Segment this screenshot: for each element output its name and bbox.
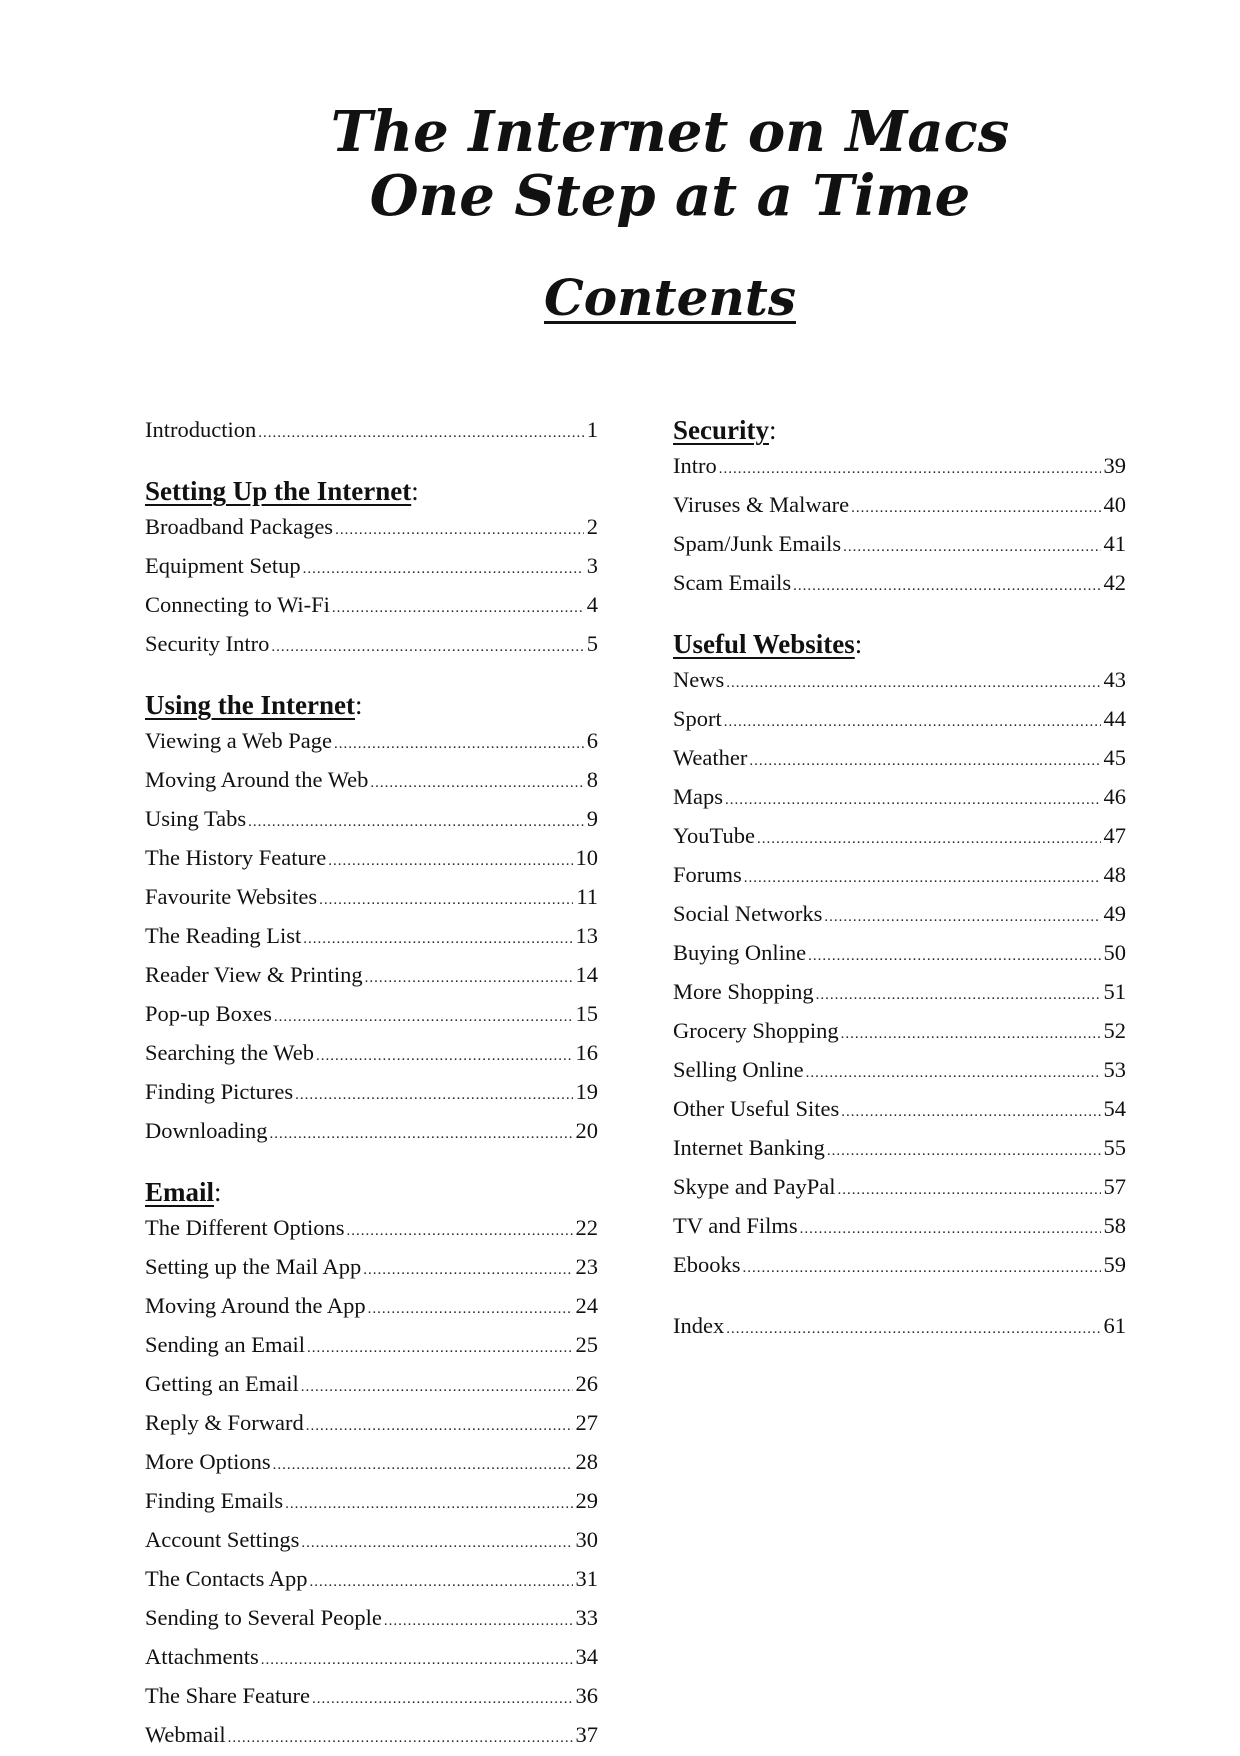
- dot-leader: [334, 726, 584, 762]
- toc-entry-page: 8: [586, 767, 598, 792]
- dot-leader: [270, 1116, 573, 1152]
- toc-entry-title: Sport: [673, 706, 722, 731]
- dot-leader: [800, 1211, 1101, 1247]
- contents-heading: Contents: [543, 268, 796, 327]
- toc-entry: [673, 1208, 1126, 1247]
- toc-entry-page: 20: [575, 1118, 598, 1143]
- toc-entry-title: Finding Emails: [145, 1488, 284, 1513]
- toc-entry-title: More Options: [145, 1449, 271, 1474]
- dot-leader: [274, 999, 573, 1035]
- dot-leader: [384, 1603, 573, 1639]
- toc-entry-title: Attachments: [145, 1644, 259, 1669]
- toc-entry-title: Scam Emails: [673, 570, 792, 595]
- toc-entry: [145, 1074, 598, 1113]
- toc-entry-title: Intro: [673, 453, 717, 478]
- toc-entry-title: Moving Around the Web: [145, 767, 369, 792]
- toc-entry-title: Connecting to Wi-Fi: [145, 592, 330, 617]
- toc-entry-page: 30: [575, 1527, 598, 1552]
- toc-entry-page: 50: [1103, 940, 1126, 965]
- dot-leader: [726, 1311, 1100, 1347]
- toc-entry-title: Favourite Websites: [145, 884, 318, 909]
- toc-entry: [673, 1091, 1126, 1130]
- dot-leader: [724, 704, 1101, 740]
- toc-entry: [673, 1013, 1126, 1052]
- dot-leader: [307, 1330, 573, 1366]
- toc-entry: [673, 701, 1126, 740]
- toc-entry-title: Introduction: [145, 417, 257, 442]
- toc-entry: [673, 526, 1126, 565]
- dot-leader: [806, 1055, 1101, 1091]
- toc-entry-title: Searching the Web: [145, 1040, 314, 1065]
- toc-entry: [145, 1210, 598, 1249]
- dot-leader: [808, 938, 1100, 974]
- toc-entry-page: 24: [575, 1293, 598, 1318]
- toc-entry: [145, 918, 598, 957]
- dot-leader: [368, 1291, 573, 1327]
- toc-entry: [673, 448, 1126, 487]
- contents-heading-wrap: [0, 268, 1240, 327]
- toc-entry-page: 29: [575, 1488, 598, 1513]
- toc-entry: [145, 1366, 598, 1405]
- toc-entry-title: Other Useful Sites: [673, 1096, 840, 1121]
- toc-right-column: [673, 412, 1126, 1347]
- toc-entry-page: 28: [575, 1449, 598, 1474]
- toc-entry: [145, 996, 598, 1035]
- toc-entry: [145, 1249, 598, 1288]
- toc-entry: [673, 662, 1126, 701]
- toc-entry: [673, 974, 1126, 1013]
- toc-entry-title: Broadband Packages: [145, 514, 334, 539]
- toc-entry-page: 2: [586, 514, 598, 539]
- dot-leader: [843, 529, 1100, 565]
- toc-entry: [673, 857, 1126, 896]
- dot-leader: [306, 1408, 573, 1444]
- book-title: [0, 100, 1240, 228]
- toc-left-column: [145, 412, 598, 1756]
- dot-leader: [743, 1250, 1101, 1286]
- toc-entry-page: 49: [1103, 901, 1126, 926]
- dot-leader: [228, 1720, 573, 1756]
- section-heading-label: Setting Up the Internet: [145, 476, 412, 506]
- dot-leader: [261, 1642, 573, 1678]
- toc-entry: [145, 1483, 598, 1522]
- dot-leader: [347, 1213, 573, 1249]
- dot-leader: [744, 860, 1101, 896]
- toc-entry-title: Spam/Junk Emails: [673, 531, 842, 556]
- section-heading-label: Useful Websites: [673, 629, 855, 659]
- toc-entry-page: 61: [1103, 1313, 1126, 1338]
- toc-entry-title: Maps: [673, 784, 723, 809]
- dot-leader: [295, 1077, 572, 1113]
- toc-entry-title: The Reading List: [145, 923, 302, 948]
- dot-leader: [303, 551, 584, 587]
- toc-entry: [673, 818, 1126, 857]
- toc-entry-page: 52: [1103, 1018, 1126, 1043]
- toc-entry-page: 22: [575, 1215, 598, 1240]
- toc-entry-title: Weather: [673, 745, 748, 770]
- toc-entry-title: Reply & Forward: [145, 1410, 304, 1435]
- toc-entry-page: 26: [575, 1371, 598, 1396]
- toc-entry: [673, 935, 1126, 974]
- toc-entry-title: Internet Banking: [673, 1135, 825, 1160]
- toc-entry-page: 19: [575, 1079, 598, 1104]
- toc-entry-title: Sending an Email: [145, 1332, 305, 1357]
- toc-entry: [145, 1113, 598, 1152]
- dot-leader: [793, 568, 1100, 604]
- section-heading-label: Email: [145, 1177, 215, 1207]
- dot-leader: [726, 665, 1100, 701]
- toc-entry-page: 5: [586, 631, 598, 656]
- toc-entry: [145, 412, 598, 451]
- toc-entry: [145, 626, 598, 665]
- toc-entry-title: Reader View & Printing: [145, 962, 363, 987]
- section-heading-label: Using the Internet: [145, 690, 355, 720]
- toc-entry-page: 53: [1103, 1057, 1126, 1082]
- dot-leader: [841, 1016, 1101, 1052]
- dot-leader: [816, 977, 1101, 1013]
- toc-entry-page: 15: [575, 1001, 598, 1026]
- toc-entry: [145, 801, 598, 840]
- toc-entry: [673, 565, 1126, 604]
- toc-entry-title: Getting an Email: [145, 1371, 299, 1396]
- toc-entry: [145, 1288, 598, 1327]
- toc-entry-page: 59: [1103, 1252, 1126, 1277]
- toc-entry-title: The Share Feature: [145, 1683, 310, 1708]
- toc-entry: [145, 548, 598, 587]
- toc-entry: [145, 1600, 598, 1639]
- toc-entry-page: 9: [586, 806, 598, 831]
- toc-entry: [673, 1052, 1126, 1091]
- section-heading: Security:: [673, 415, 777, 445]
- dot-leader: [301, 1369, 573, 1405]
- section-heading: Email:: [145, 1177, 222, 1207]
- dot-leader: [824, 899, 1100, 935]
- toc-entry-page: 36: [575, 1683, 598, 1708]
- toc-entry-page: 23: [575, 1254, 598, 1279]
- toc-entry-page: 6: [586, 728, 598, 753]
- dot-leader: [248, 804, 584, 840]
- dot-leader: [285, 1486, 572, 1522]
- toc-entry-title: Downloading: [145, 1118, 268, 1143]
- toc-entry-title: News: [673, 667, 725, 692]
- section-heading: Useful Websites:: [673, 629, 863, 659]
- toc-entry-page: 57: [1103, 1174, 1126, 1199]
- toc-entry-title: YouTube: [673, 823, 755, 848]
- dot-leader: [363, 1252, 572, 1288]
- toc-entry: [145, 1561, 598, 1600]
- toc-entry-title: The Contacts App: [145, 1566, 308, 1591]
- toc-entry-title: More Shopping: [673, 979, 814, 1004]
- toc-entry: [673, 896, 1126, 935]
- dot-leader: [719, 451, 1101, 487]
- toc-entry-page: 46: [1103, 784, 1126, 809]
- dot-leader: [827, 1133, 1101, 1169]
- toc-entry: [145, 1639, 598, 1678]
- toc-entry-page: 1: [586, 417, 598, 442]
- toc-entry-page: 54: [1103, 1096, 1126, 1121]
- toc-entry-title: TV and Films: [673, 1213, 798, 1238]
- toc-entry-title: Setting up the Mail App: [145, 1254, 362, 1279]
- dot-leader: [757, 821, 1101, 857]
- toc-entry: [145, 1327, 598, 1366]
- toc-entry-title: Viruses & Malware: [673, 492, 850, 517]
- toc-entry-title: Ebooks: [673, 1252, 741, 1277]
- toc-entry: [145, 1405, 598, 1444]
- toc-entry: [673, 779, 1126, 818]
- section-heading: Using the Internet:: [145, 690, 363, 720]
- dot-leader: [258, 415, 584, 451]
- toc-entry: [145, 1035, 598, 1074]
- toc-entry: [145, 1678, 598, 1717]
- toc-entry-title: Finding Pictures: [145, 1079, 294, 1104]
- dot-leader: [749, 743, 1100, 779]
- toc-entry-page: 39: [1103, 453, 1126, 478]
- toc-entry-page: 31: [575, 1566, 598, 1591]
- toc-entry: [145, 1444, 598, 1483]
- toc-entry-title: Forums: [673, 862, 742, 887]
- dot-leader: [838, 1172, 1101, 1208]
- toc-entry-page: 43: [1103, 667, 1126, 692]
- toc-entry-page: 45: [1103, 745, 1126, 770]
- dot-leader: [332, 590, 584, 626]
- toc-entry-page: 4: [586, 592, 598, 617]
- toc-entry-page: 44: [1103, 706, 1126, 731]
- toc-entry-page: 3: [586, 553, 598, 578]
- toc-entry-page: 41: [1103, 531, 1126, 556]
- toc-entry: [145, 840, 598, 879]
- toc-entry-page: 33: [575, 1605, 598, 1630]
- toc-entry-title: Equipment Setup: [145, 553, 301, 578]
- toc-entry: [145, 957, 598, 996]
- toc-entry-page: 11: [576, 884, 598, 909]
- toc-entry: [673, 740, 1126, 779]
- dot-leader: [851, 490, 1100, 526]
- toc-entry-title: Moving Around the App: [145, 1293, 366, 1318]
- toc-entry-page: 25: [575, 1332, 598, 1357]
- dot-leader: [319, 882, 573, 918]
- toc-entry-page: 51: [1103, 979, 1126, 1004]
- dot-leader: [271, 629, 583, 665]
- toc-entry-title: Index: [673, 1313, 725, 1338]
- toc-entry-page: 34: [575, 1644, 598, 1669]
- dot-leader: [303, 921, 572, 957]
- toc-entry-page: 42: [1103, 570, 1126, 595]
- toc-entry-page: 48: [1103, 862, 1126, 887]
- toc-entry: [673, 1308, 1126, 1347]
- toc-entry-title: Social Networks: [673, 901, 823, 926]
- dot-leader: [309, 1564, 572, 1600]
- section-heading-label: Security: [673, 415, 769, 445]
- dot-leader: [841, 1094, 1100, 1130]
- toc-entry-page: 47: [1103, 823, 1126, 848]
- toc-entry-page: 58: [1103, 1213, 1126, 1238]
- section-heading: Setting Up the Internet:: [145, 476, 419, 506]
- toc-entry-page: 40: [1103, 492, 1126, 517]
- dot-leader: [328, 843, 572, 879]
- toc-entry-title: The History Feature: [145, 845, 327, 870]
- toc-entry: [145, 762, 598, 801]
- toc-entry-title: Viewing a Web Page: [145, 728, 332, 753]
- toc-entry: [145, 879, 598, 918]
- dot-leader: [365, 960, 573, 996]
- dot-leader: [370, 765, 583, 801]
- toc-entry-title: Security Intro: [145, 631, 270, 656]
- toc-entry-title: Sending to Several People: [145, 1605, 382, 1630]
- dot-leader: [312, 1681, 573, 1717]
- toc-entry-page: 14: [575, 962, 598, 987]
- toc-entry-title: Account Settings: [145, 1527, 300, 1552]
- toc-entry: [145, 1717, 598, 1756]
- toc-entry-page: 16: [575, 1040, 598, 1065]
- spacer: [673, 1286, 1126, 1308]
- toc-entry-page: 37: [575, 1722, 598, 1747]
- toc-entry: [145, 1522, 598, 1561]
- toc-entry: [145, 587, 598, 626]
- book-title-line-2: One Step at a Time: [369, 163, 971, 229]
- toc-entry: [145, 723, 598, 762]
- dot-leader: [316, 1038, 573, 1074]
- toc-entry: [673, 1247, 1126, 1286]
- toc-entry-title: Pop-up Boxes: [145, 1001, 272, 1026]
- toc-entry: [673, 1130, 1126, 1169]
- toc-entry-title: Webmail: [145, 1722, 226, 1747]
- dot-leader: [335, 512, 584, 548]
- dot-leader: [273, 1447, 573, 1483]
- toc-entry: [673, 487, 1126, 526]
- book-title-line-1: The Internet on Macs: [330, 99, 1010, 165]
- toc-entry-title: Buying Online: [673, 940, 807, 965]
- toc-entry: [145, 509, 598, 548]
- toc-entry-title: Grocery Shopping: [673, 1018, 839, 1043]
- toc-entry-title: Selling Online: [673, 1057, 804, 1082]
- toc-entry-page: 10: [575, 845, 598, 870]
- toc-entry-page: 13: [575, 923, 598, 948]
- toc-entry-title: Skype and PayPal: [673, 1174, 836, 1199]
- toc-entry: [673, 1169, 1126, 1208]
- toc-entry-page: 55: [1103, 1135, 1126, 1160]
- toc-entry-title: Using Tabs: [145, 806, 247, 831]
- dot-leader: [301, 1525, 572, 1561]
- toc-entry-title: The Different Options: [145, 1215, 345, 1240]
- dot-leader: [725, 782, 1101, 818]
- toc-entry-page: 27: [575, 1410, 598, 1435]
